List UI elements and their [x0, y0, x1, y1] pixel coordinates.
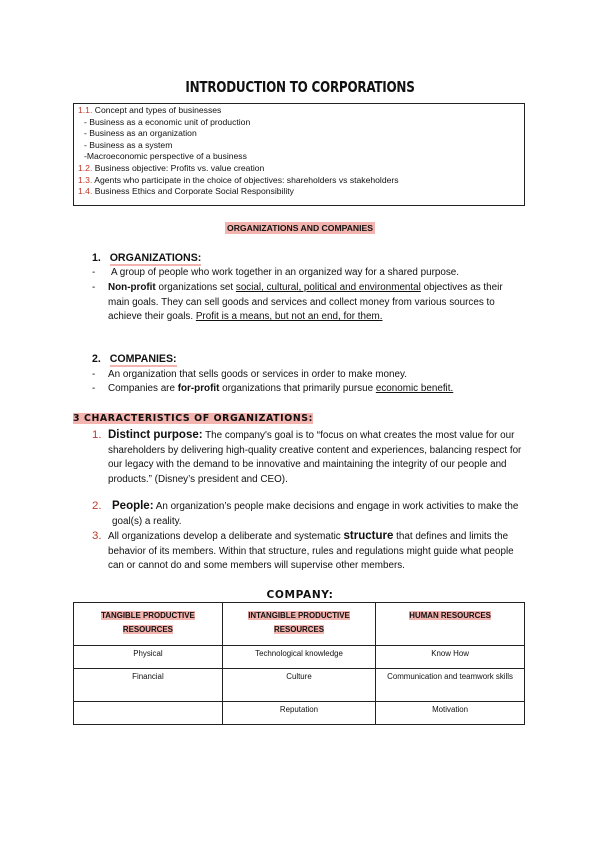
table-cell: Physical	[74, 646, 223, 669]
table-cell	[74, 702, 223, 725]
toc-row: 1.4. Business Ethics and Corporate Social Responsibility	[78, 186, 294, 197]
toc-row: 1.3. Agents who participate in the choice of objectives: shareholders vs stakeholders	[78, 174, 399, 185]
table-row	[74, 646, 525, 669]
table-header-row	[74, 603, 525, 646]
page-title: INTRODUCTION TO CORPORATIONS	[185, 78, 415, 96]
companies-heading: 2. COMPANIES:	[92, 353, 177, 365]
table-cell: Financial	[74, 669, 223, 702]
toc-row: -Macroeconomic perspective of a business	[84, 151, 247, 162]
table-of-contents	[73, 103, 525, 206]
toc-row: - Business as a system	[84, 139, 173, 150]
table-header: TANGIBLE PRODUCTIVE RESOURCES	[74, 603, 223, 646]
toc-row: 1.2. Business objective: Profits vs. value creation	[78, 162, 265, 173]
table-cell: Communication and teamwork skills	[376, 669, 525, 702]
company-table-title: COMPANY:	[266, 589, 334, 601]
company-resources-table	[73, 602, 525, 725]
table-header: INTANGIBLE PRODUCTIVE RESOURCES	[222, 603, 375, 646]
toc-row: - Business as an organization	[84, 128, 197, 139]
organizations-heading: 1. ORGANIZATIONS:	[92, 252, 202, 264]
toc-row: 1.1. Concept and types of businesses	[78, 105, 222, 115]
section-heading: ORGANIZATIONS AND COMPANIES	[227, 223, 373, 233]
table-cell: Culture	[222, 669, 375, 702]
toc-row: - Business as a economic unit of production	[84, 116, 251, 127]
table-cell: Motivation	[376, 702, 525, 725]
characteristics-heading: 3 CHARACTERISTICS OF ORGANIZATIONS:	[73, 413, 313, 424]
table-cell: Technological knowledge	[222, 646, 375, 669]
table-row	[74, 702, 525, 725]
table-header: HUMAN RESOURCES	[376, 603, 525, 646]
table-cell: Know How	[376, 646, 525, 669]
table-row	[74, 669, 525, 702]
table-cell: Reputation	[222, 702, 375, 725]
